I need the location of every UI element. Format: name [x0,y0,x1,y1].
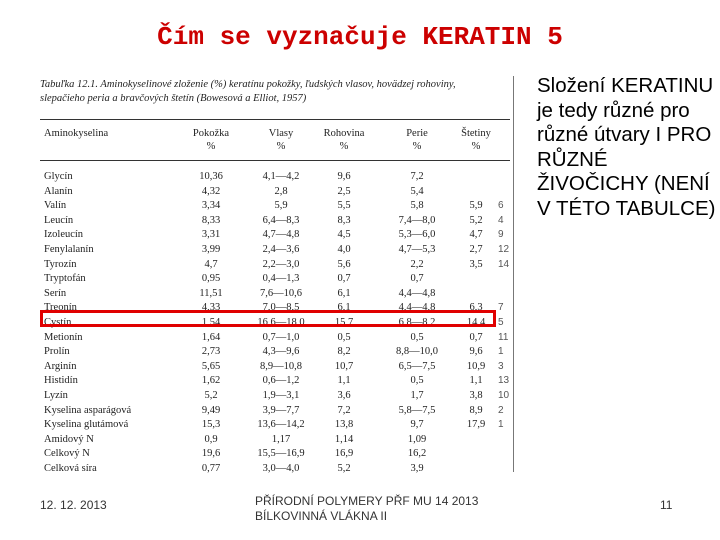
scanned-amino-acid-table [36,76,514,472]
table-cell: 5,9 [274,200,288,212]
handwritten-rank-mark: 10 [498,390,510,401]
table-cell: 13,8 [334,419,354,431]
column-unit: % [206,141,216,152]
column-unit: % [412,141,422,152]
amino-acid-name: Celkový N [44,448,90,460]
table-cell: 9,49 [201,404,221,416]
table-cell: 4,32 [201,185,221,197]
table-cell: 0,7 [410,273,424,285]
amino-acid-name: Leucín [44,214,74,226]
table-cell: 4,0 [337,244,351,255]
table-cell: 2,8 [274,185,288,197]
table-cell: 15,3 [201,419,221,431]
column-header: Aminokyselina [44,128,109,139]
table-cell: 7,0—8,5 [262,302,300,314]
amino-acid-name: Fenylalanín [44,244,94,255]
column-unit: % [339,141,349,152]
table-cell: 0,7 [337,273,351,285]
column-header: Vlasy [268,128,294,139]
table-cell: 6,4—8,3 [262,214,300,226]
table-cell: 0,5 [410,375,424,387]
table-cell: 8,9 [469,404,483,416]
table-cell: 4,3—9,6 [262,346,300,358]
amino-acid-name: Izoleucín [44,229,84,241]
handwritten-rank-mark: 4 [498,214,504,226]
table-cell: 5,8 [410,200,424,212]
table-cell: 8,2 [337,346,351,358]
table-cell: 4,33 [201,302,221,314]
table-cell: 3,9—7,7 [262,404,300,416]
table-caption-line-1: Tabuľka 12.1. Aminokyselinové zloženie (%) keratínu pokožky, ľudských vlasov, hovädzej rohoviny, [40,79,456,90]
table-cell: 10,36 [199,171,223,182]
table-cell: 2,5 [337,185,351,197]
table-cell: 3,9 [410,463,424,474]
table-cell: 8,33 [201,214,221,226]
table-cell: 1,7 [410,390,424,401]
table-cell: 1,9—3,1 [262,390,300,401]
table-cell: 17,9 [466,419,486,431]
table-cell: 0,9 [204,433,218,445]
table-cell: 6,3 [469,302,483,314]
table-cell: 5,2 [204,390,218,401]
table-cell: 4,7 [469,229,483,241]
table-cell: 4,7—5,3 [398,244,436,255]
table-cell: 6,1 [337,302,351,314]
amino-acid-name: Glycín [44,171,73,182]
cystine-row-highlight [40,310,496,327]
table-cell: 2,4—3,6 [262,244,300,255]
table-cell: 3,8 [469,390,483,401]
table-cell: 1,64 [201,331,221,343]
table-cell: 2,2—3,0 [262,258,300,270]
column-header: Rohovina [323,128,365,139]
table-cell: 2,2 [410,258,424,270]
table-cell: 0,5 [410,331,424,343]
table-cell: 4,7—4,8 [262,229,300,241]
table-cell: 3,6 [337,390,351,401]
amino-acid-name: Kyselina asparágová [44,404,132,416]
table-cell: 7,6—10,6 [260,287,302,299]
amino-acid-name: Histidín [44,375,78,387]
table-cell: 10,7 [334,360,354,372]
amino-acid-name: Tryptofán [44,273,86,285]
table-cell: 0,5 [337,331,351,343]
table-cell: 13,6—14,2 [257,419,305,431]
table-cell: 5,2 [337,463,351,474]
table-top-rule [40,119,510,120]
table-cell: 9,6 [469,346,483,358]
table-cell: 4,4—4,8 [398,287,436,299]
table-cell: 0,6—1,2 [262,375,300,387]
column-header: Pokožka [192,128,230,139]
table-cell: 15,5—16,9 [257,448,305,460]
table-caption [40,78,510,105]
table-cell: 6,1 [337,287,351,299]
table-cell: 4,1—4,2 [262,171,300,182]
table-cell: 2,7 [469,244,483,255]
handwritten-rank-mark: 13 [498,375,510,387]
table-cell: 9,7 [410,419,424,431]
table-cell: 1,17 [271,433,291,445]
handwritten-rank-mark: 12 [498,244,510,255]
table-cell: 1,54 [201,317,221,328]
table-cell: 4,4—4,8 [398,302,436,314]
amino-acid-name: Serín [44,287,67,299]
table-cell: 6,8—8,2 [398,317,436,328]
amino-acid-name: Cystín [44,317,72,328]
amino-acid-name: Alanín [44,185,73,197]
table-cell: 7,2 [410,171,424,182]
table-cell: 5,8—7,5 [398,404,436,416]
table-cell: 1,09 [407,433,427,445]
amino-acid-name: Celková síra [44,463,97,474]
table-cell: 7,2 [337,404,351,416]
side-note: Složení KERATINU je tedy různé pro různé útvary I PRO RŮZNÉ ŽIVOČICHY (NENÍ V TÉTO TABULCE) [537,74,716,220]
table-cell: 19,6 [201,448,221,460]
table-cell: 0,77 [201,463,221,474]
table-cell: 16,6—18,0 [257,317,305,328]
slide-title: Čím se vyznačuje KERATIN 5 [157,22,563,52]
table-cell: 1,14 [334,433,354,445]
table-cell: 5,9 [469,200,483,212]
table-cell: 0,7 [469,331,483,343]
table-cell: 8,3 [337,214,351,226]
table-cell: 2,73 [201,346,221,358]
column-unit: % [471,141,481,152]
table-cell: 15,7 [334,317,354,328]
amino-acid-name: Prolín [44,346,70,358]
amino-acid-name: Lyzín [44,390,68,401]
table-cell: 16,9 [334,448,354,460]
table-cell: 8,8—10,0 [396,346,438,358]
table-cell: 8,9—10,8 [260,360,302,372]
handwritten-rank-mark: 14 [498,258,510,270]
table-header-rule [40,160,510,161]
handwritten-rank-mark: 2 [498,404,504,416]
scan-edge-line [513,76,514,472]
handwritten-rank-mark: 1 [498,346,504,358]
table-cell: 1,62 [201,375,221,387]
table-cell: 4,5 [337,229,351,241]
handwritten-rank-mark: 6 [498,200,504,212]
column-unit: % [276,141,286,152]
table-cell: 7,4—8,0 [398,214,436,226]
table-cell: 1,1 [469,375,483,387]
table-cell: 5,4 [410,185,424,197]
column-header: Perie [406,128,428,139]
footer-course-title: PŘÍRODNÍ POLYMERY PŘF MU 14 2013 BÍLKOVINNÁ VLÁKNA II [255,494,479,523]
handwritten-rank-mark: 7 [498,302,504,314]
table-cell: 5,65 [201,360,221,372]
table-cell: 4,7 [204,258,218,270]
table-cell: 3,34 [201,200,221,212]
amino-acid-name: Kyselina glutámová [44,419,129,431]
table-cell: 0,7—1,0 [262,331,300,343]
table-cell: 6,5—7,5 [398,360,436,372]
table-cell: 9,6 [337,171,351,182]
column-header: Štetiny [461,128,491,139]
table-cell: 1,1 [337,375,351,387]
table-cell: 3,31 [201,229,221,241]
handwritten-rank-mark: 5 [498,317,504,328]
table-cell: 11,51 [199,287,223,299]
table-cell: 5,5 [337,200,351,212]
table-cell: 0,4—1,3 [262,273,300,285]
table-cell: 10,9 [466,360,486,372]
table-cell: 5,3—6,0 [398,229,436,241]
table-cell: 14,4 [466,317,486,328]
table-cell: 5,6 [337,258,351,270]
footer-date: 12. 12. 2013 [40,498,107,512]
handwritten-rank-mark: 9 [498,229,504,241]
page-number: 11 [660,498,673,512]
handwritten-rank-mark: 1 [498,419,504,431]
handwritten-rank-mark: 3 [498,360,504,372]
amino-acid-name: Tyrozín [44,258,77,270]
table-cell: 3,5 [469,258,483,270]
table-cell: 3,0—4,0 [262,463,300,474]
table-cell: 5,2 [469,214,483,226]
amino-acid-name: Arginín [44,360,77,372]
table-cell: 16,2 [407,448,427,460]
amino-acid-name: Amidový N [44,433,94,445]
table-cell: 0,95 [201,273,221,285]
handwritten-rank-mark: 11 [498,331,509,343]
amino-acid-name: Treonín [44,302,77,314]
table-caption-line-2: slepačieho peria a bravčových štetín (Bowesová a Elliot, 1957) [40,92,307,104]
table-cell: 3,99 [201,244,221,255]
amino-acid-name: Valín [44,200,67,212]
amino-acid-name: Metionín [44,331,83,343]
